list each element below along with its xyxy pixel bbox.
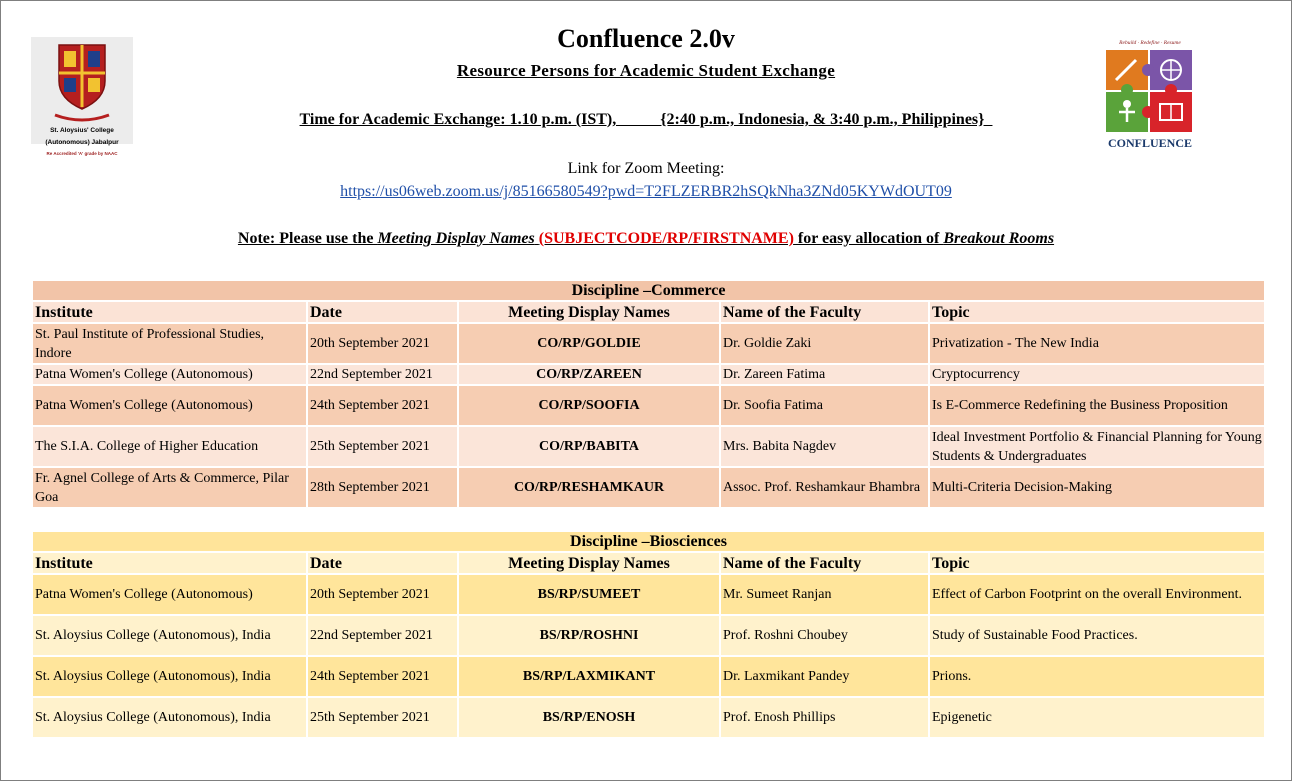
- college-logo-accreditation: Re Accredited 'A' grade by NAAC: [46, 151, 118, 156]
- cell-faculty: Mrs. Babita Nagdev: [720, 426, 929, 467]
- zoom-meeting-link[interactable]: https://us06web.zoom.us/j/85166580549?pwd=T2FLZERBR2hSQkNha3ZNd05KYWdOUT09: [340, 183, 952, 200]
- cell-date: 25th September 2021: [307, 697, 458, 738]
- column-header-display-names: Meeting Display Names: [458, 552, 720, 574]
- note-text-allocation: for easy allocation of: [793, 230, 944, 247]
- page-title: Confluence 2.0v: [557, 24, 735, 53]
- cell-topic: Effect of Carbon Footprint on the overall Environment.: [929, 574, 1265, 615]
- table-row: [32, 615, 1265, 656]
- exchange-time: Time for Academic Exchange: 1.10 p.m. (IST), {2:40 p.m., Indonesia, & 3:40 p.m., Philippines}: [299, 111, 993, 128]
- table-row: [32, 697, 1265, 738]
- commerce-table: [31, 279, 1266, 509]
- cell-display-name: CO/RP/BABITA: [458, 426, 720, 467]
- college-logo-city: (Autonomous) Jabalpur: [45, 139, 119, 146]
- cell-topic: Epigenetic: [929, 697, 1265, 738]
- biosciences-table: [31, 530, 1266, 739]
- college-logo-name: St. Aloysius' College: [50, 127, 114, 134]
- cell-institute: Patna Women's College (Autonomous): [32, 385, 307, 426]
- cell-date: 25th September 2021: [307, 426, 458, 467]
- confluence-wordmark: CONFLUENCE: [1107, 136, 1192, 150]
- table-row: [32, 385, 1265, 426]
- confluence-tagline: Rebuild · Redefine · Resume: [1119, 40, 1181, 46]
- table-row: [32, 574, 1265, 615]
- column-header-date: Date: [307, 552, 458, 574]
- column-header-faculty: Name of the Faculty: [720, 552, 929, 574]
- cell-topic: Is E-Commerce Redefining the Business Proposition: [929, 385, 1265, 426]
- column-header-topic: Topic: [929, 301, 1265, 323]
- cell-institute: St. Aloysius College (Autonomous), India: [32, 615, 307, 656]
- zoom-link-label: Link for Zoom Meeting:: [567, 160, 725, 177]
- cell-display-name: CO/RP/GOLDIE: [458, 323, 720, 364]
- column-header-display-names: Meeting Display Names: [458, 301, 720, 323]
- cell-institute: St. Aloysius College (Autonomous), India: [32, 697, 307, 738]
- note-text: Note: Please use the: [237, 230, 378, 247]
- table-row: [32, 426, 1265, 467]
- cell-faculty: Mr. Sumeet Ranjan: [720, 574, 929, 615]
- cell-faculty: Prof. Enosh Phillips: [720, 697, 929, 738]
- cell-display-name: BS/RP/LAXMIKANT: [458, 656, 720, 697]
- cell-display-name: BS/RP/SUMEET: [458, 574, 720, 615]
- table-row: [32, 323, 1265, 364]
- column-header-institute: Institute: [32, 301, 307, 323]
- cell-faculty: Prof. Roshni Choubey: [720, 615, 929, 656]
- cell-institute: St. Paul Institute of Professional Studies, Indore: [32, 323, 307, 364]
- cell-institute: Patna Women's College (Autonomous): [32, 574, 307, 615]
- cell-faculty: Assoc. Prof. Reshamkaur Bhambra: [720, 467, 929, 508]
- cell-date: 22nd September 2021: [307, 364, 458, 385]
- biosciences-discipline-heading: Discipline –Biosciences: [32, 531, 1265, 552]
- cell-date: 22nd September 2021: [307, 615, 458, 656]
- display-name-note: [0, 230, 1292, 248]
- cell-institute: Patna Women's College (Autonomous): [32, 364, 307, 385]
- column-header-topic: Topic: [929, 552, 1265, 574]
- page-subtitle: Resource Persons for Academic Student Exchange: [456, 61, 836, 80]
- cell-faculty: Dr. Laxmikant Pandey: [720, 656, 929, 697]
- cell-topic: Prions.: [929, 656, 1265, 697]
- cell-faculty: Dr. Zareen Fatima: [720, 364, 929, 385]
- column-header-date: Date: [307, 301, 458, 323]
- commerce-discipline-heading: Discipline –Commerce: [32, 280, 1265, 301]
- cell-topic: Privatization - The New India: [929, 323, 1265, 364]
- note-format-code: (SUBJECTCODE/RP/FIRSTNAME): [538, 230, 794, 247]
- cell-display-name: CO/RP/RESHAMKAUR: [458, 467, 720, 508]
- column-header-faculty: Name of the Faculty: [720, 301, 929, 323]
- cell-date: 20th September 2021: [307, 323, 458, 364]
- cell-faculty: Dr. Goldie Zaki: [720, 323, 929, 364]
- cell-display-name: BS/RP/ROSHNI: [458, 615, 720, 656]
- cell-date: 24th September 2021: [307, 385, 458, 426]
- note-meeting-display-names: Meeting Display Names: [377, 230, 535, 247]
- cell-display-name: CO/RP/ZAREEN: [458, 364, 720, 385]
- cell-institute: Fr. Agnel College of Arts & Commerce, Pilar Goa: [32, 467, 307, 508]
- cell-topic: Cryptocurrency: [929, 364, 1265, 385]
- cell-date: 20th September 2021: [307, 574, 458, 615]
- cell-display-name: BS/RP/ENOSH: [458, 697, 720, 738]
- cell-topic: Multi-Criteria Decision-Making: [929, 467, 1265, 508]
- cell-institute: The S.I.A. College of Higher Education: [32, 426, 307, 467]
- cell-display-name: CO/RP/SOOFIA: [458, 385, 720, 426]
- cell-faculty: Dr. Soofia Fatima: [720, 385, 929, 426]
- column-header-institute: Institute: [32, 552, 307, 574]
- biosciences-column-headers: [32, 552, 1265, 574]
- cell-date: 24th September 2021: [307, 656, 458, 697]
- table-row: [32, 364, 1265, 385]
- commerce-column-headers: [32, 301, 1265, 323]
- cell-institute: St. Aloysius College (Autonomous), India: [32, 656, 307, 697]
- confluence-logo: [1100, 40, 1200, 152]
- cell-date: 28th September 2021: [307, 467, 458, 508]
- cell-topic: Ideal Investment Portfolio & Financial Planning for Young Students & Undergraduates: [929, 426, 1265, 467]
- table-row: [32, 467, 1265, 508]
- cell-topic: Study of Sustainable Food Practices.: [929, 615, 1265, 656]
- note-breakout-rooms: Breakout Rooms: [943, 230, 1055, 247]
- table-row: [32, 656, 1265, 697]
